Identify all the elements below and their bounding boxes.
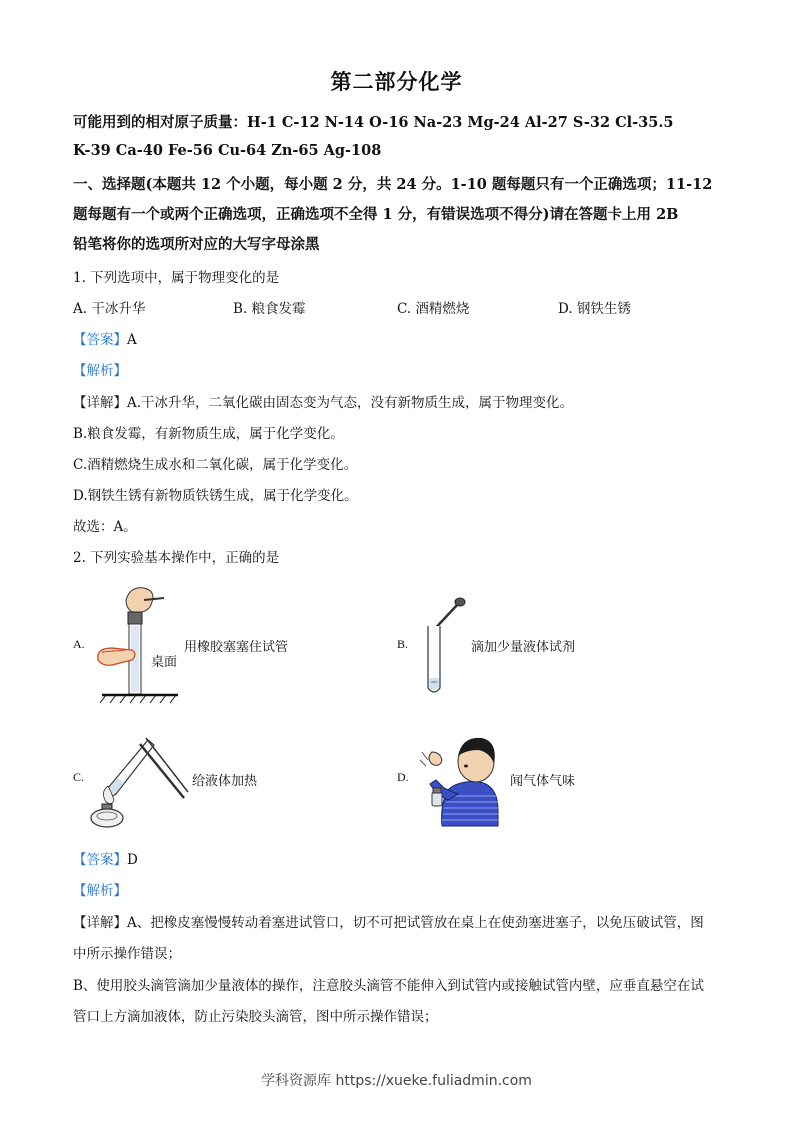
q2-fig-d-letter: D. — [397, 770, 409, 784]
q1-detail-line-3: C.酒精燃烧生成水和二氧化碳，属于化学变化。 — [73, 457, 358, 473]
atomic-mass-line-1: 可能用到的相对原子质量：H-1 C-12 N-14 O-16 Na-23 Mg-24 Al-27 S-32 Cl-35.5 — [73, 114, 674, 131]
q2-detail-tag: 【详解】 — [73, 915, 127, 931]
q1-option-c: C. 酒精燃烧 — [397, 301, 470, 317]
q2-answer-value: D — [127, 852, 138, 868]
q2-detail-line-3: B、使用胶头滴管滴加少量液体的操作，注意胶头滴管不能伸入到试管内或接触试管内壁，应垂直悬空在试 — [73, 978, 704, 994]
q1-detail-line-1 — [73, 391, 573, 411]
q2-fig-a-letter: A. — [73, 637, 85, 651]
q2-detail-line-2: 中所示操作错误； — [73, 946, 181, 962]
atomic-mass-line-2: K-39 Ca-40 Fe-56 Cu-64 Zn-65 Ag-108 — [73, 142, 382, 159]
q2-fig-c-letter: C. — [73, 770, 85, 784]
section-heading-line-3: 铅笔将你的选项所对应的大写字母涂黑 — [73, 236, 320, 253]
q1-detail-tag: 【详解】 — [73, 395, 127, 411]
stopper-into-test-tube-figure — [92, 582, 184, 704]
q2-fig-a-caption: 用橡胶塞塞住试管 — [184, 640, 289, 655]
q1-detail-text-1: A.干冰升华，二氧化碳由固态变为气态，没有新物质生成，属于物理变化。 — [127, 395, 574, 411]
q2-detail-line-1 — [73, 911, 704, 931]
q2-analysis-tag: 【解析】 — [73, 883, 127, 899]
q2-fig-b-caption: 滴加少量液体试剂 — [471, 640, 576, 655]
heating-liquid-figure — [88, 730, 192, 830]
q1-detail-line-4: D.钢铁生锈有新物质铁锈生成，属于化学变化。 — [73, 488, 358, 504]
q2-fig-b-letter: B. — [397, 637, 409, 651]
q2-answer-tag: 【答案】 — [73, 852, 127, 868]
q1-answer — [73, 328, 137, 348]
q2-stem: 2. 下列实验基本操作中，正确的是 — [73, 550, 280, 566]
smelling-gas-figure — [418, 730, 504, 828]
q2-detail-line-4: 管口上方滴加液体，防止污染胶头滴管，图中所示操作错误； — [73, 1009, 438, 1025]
table-surface-label: 桌面 — [151, 655, 178, 670]
q2-fig-c-caption: 给液体加热 — [192, 774, 258, 789]
q1-answer-value: A — [127, 332, 137, 348]
q2-answer — [73, 848, 138, 868]
q1-detail-line-2: B.粮食发霉，有新物质生成，属于化学变化。 — [73, 426, 344, 442]
dropper-test-tube-figure — [418, 596, 468, 696]
q1-answer-tag: 【答案】 — [73, 332, 127, 348]
q1-stem: 1. 下列选项中，属于物理变化的是 — [73, 270, 280, 286]
section-heading-line-1: 一、选择题(本题共 12 个小题，每小题 2 分，共 24 分。1-10 题每题只有一个正确选项；11-12 — [73, 176, 713, 193]
q1-option-d: D. 钢铁生锈 — [558, 301, 631, 317]
page-title: 第二部分化学 — [330, 69, 463, 94]
section-heading-line-2: 题每题有一个或两个正确选项，正确选项不全得 1 分，有错误选项不得分)请在答题卡上用 2B — [73, 206, 679, 223]
q1-analysis-tag: 【解析】 — [73, 363, 127, 379]
q1-option-b: B. 粮食发霉 — [233, 301, 306, 317]
q1-option-a: A. 干冰升华 — [73, 301, 146, 317]
q2-fig-d-caption: 闻气体气味 — [510, 774, 576, 789]
footer-watermark[interactable]: 学科资源库 https://xueke.fuliadmin.com — [261, 1073, 532, 1089]
q2-detail-text-1: A、把橡皮塞慢慢转动着塞进试管口，切不可把试管放在桌上在使劲塞进塞子，以免压破试管，图 — [127, 915, 704, 931]
q1-detail-line-5: 故选：A。 — [73, 519, 137, 535]
